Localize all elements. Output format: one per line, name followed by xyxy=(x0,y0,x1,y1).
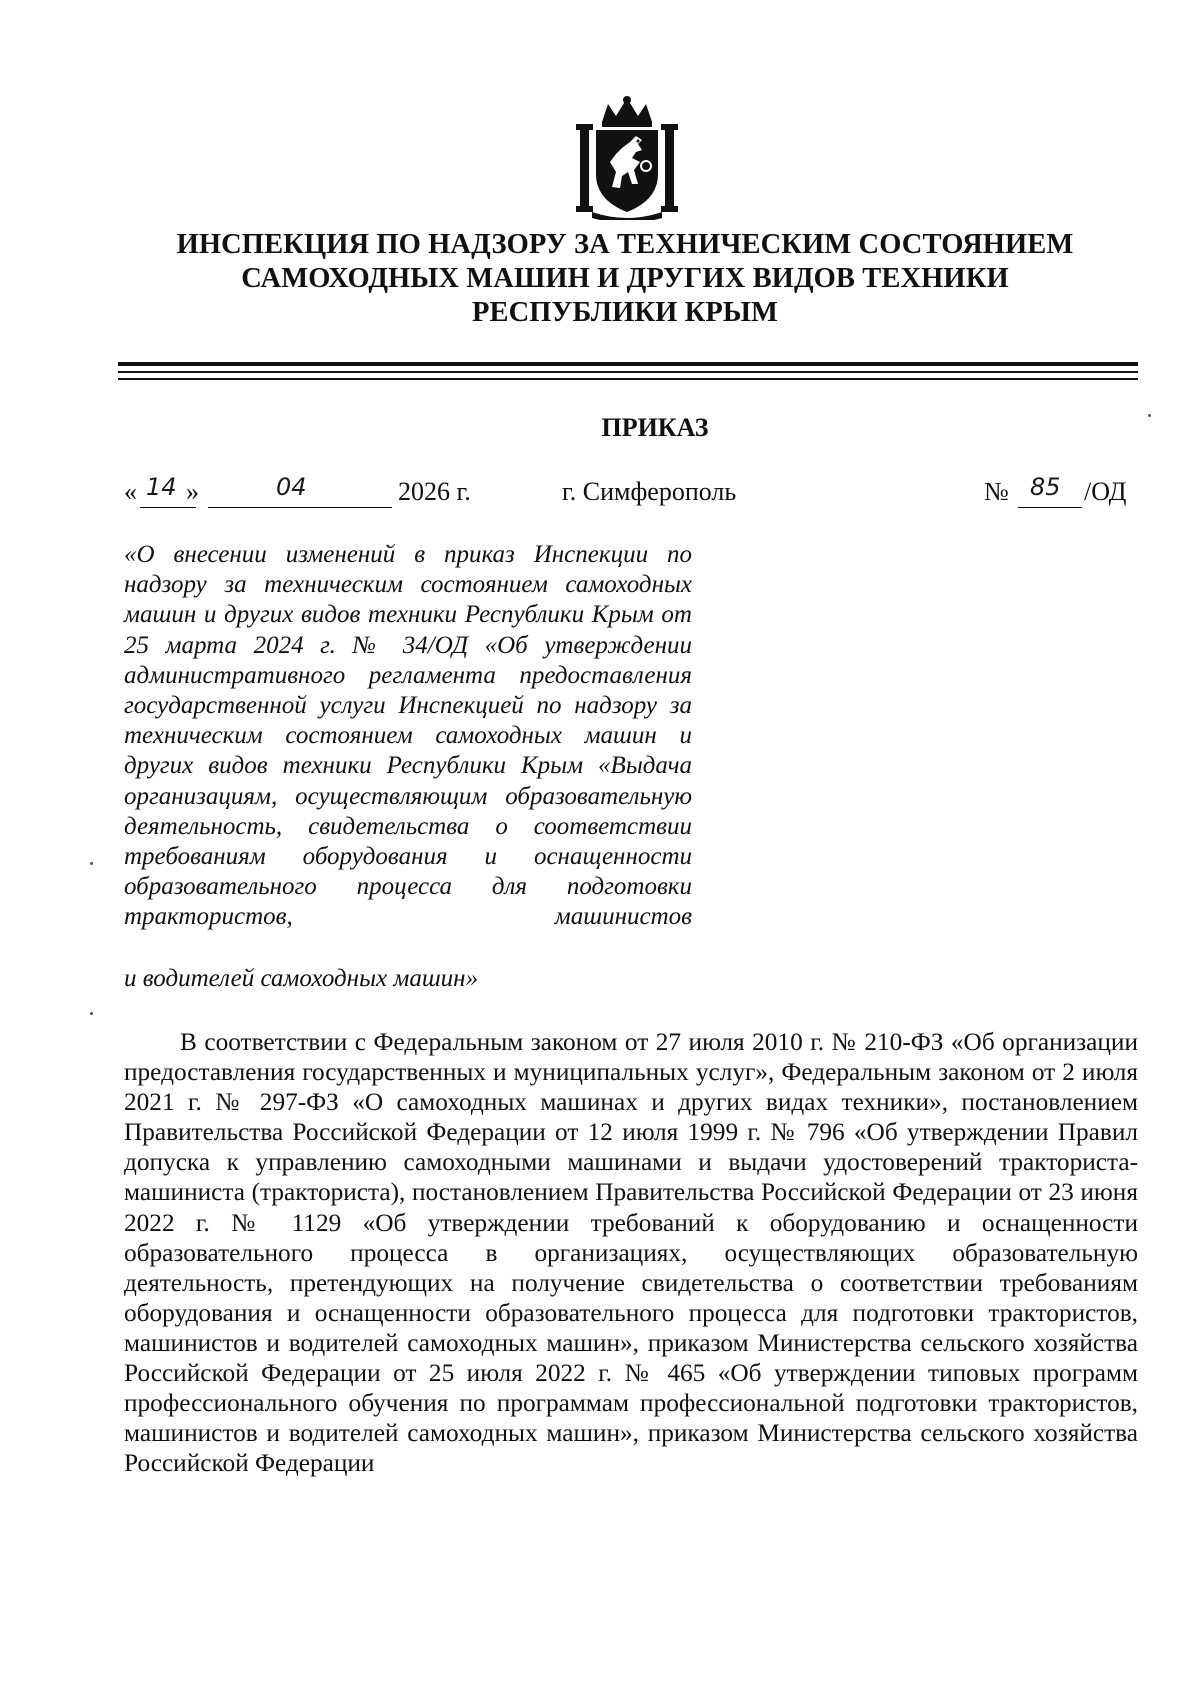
date-year: 2026 г. xyxy=(398,477,471,506)
document-number-prefix: № xyxy=(984,477,1009,506)
organization-name xyxy=(100,228,1150,330)
date-month-handwritten: 04 xyxy=(276,473,307,501)
date-open-quote: « xyxy=(124,477,137,506)
date-line xyxy=(0,475,1200,515)
order-body-paragraph: В соответствии с Федеральным законом от 27 июля 2010 г. № 210-ФЗ «Об организации предоставления государственных и муниципальных услуг», Федеральным законом от 2 июля 2021 г. № 297-ФЗ «О самоходных машинах и других видах техники», постановлением Правительства Российской Федерации от 12 июля 1999 г. № 796 «Об утверждении Правил допуска к управлению самоходными машинами и выдачи удостоверений тракториста-машиниста (тракториста), постановлением Правительства Российской Федерации от 23 июня 2022 г. № 1129 «Об утверждении требований к оборудованию и оснащенности образовательного процесса в организациях, осуществляющих образовательную деятельность, претендующих на получение свидетельства о соответствии требованиям оборудования и оснащенности образовательного процесса для подготовки трактористов, машинистов и водителей самоходных машин», приказом Министерства сельского хозяйства Российской Федерации от 25 июля 2022 г. № 465 «Об утверждении типовых программ профессионального обучения по программам профессиональной подготовки трактористов, машинистов и водителей самоходных машин», приказом Министерства сельского хозяйства Российской Федерации xyxy=(124,1028,1138,1478)
document-city: г. Симферополь xyxy=(562,477,737,506)
date-day-handwritten: 14 xyxy=(146,473,177,501)
coat-of-arms-crimea-icon xyxy=(572,92,682,220)
date-month-underline xyxy=(208,507,392,508)
document-number-handwritten: 85 xyxy=(1030,473,1061,501)
date-day-underline xyxy=(140,507,196,508)
scan-speck xyxy=(90,862,93,865)
org-name-line-3: РЕСПУБЛИКИ КРЫМ xyxy=(471,297,779,328)
header-divider-thin-lower xyxy=(118,378,1138,380)
date-close-quote: » xyxy=(186,477,199,506)
scan-speck xyxy=(1148,414,1151,417)
org-name-line-2: САМОХОДНЫХ МАШИН И ДРУГИХ ВИДОВ ТЕХНИКИ xyxy=(241,263,1009,294)
header-divider-thin xyxy=(118,371,1138,373)
document-number-underline xyxy=(1018,507,1082,508)
document-number-suffix: /ОД xyxy=(1084,477,1127,506)
scan-speck xyxy=(90,1012,93,1015)
document-type-title: ПРИКАЗ xyxy=(601,413,709,442)
org-name-line-1: ИНСПЕКЦИЯ ПО НАДЗОРУ ЗА ТЕХНИЧЕСКИМ СОСТОЯНИЕМ xyxy=(176,229,1074,260)
order-subject-last-line: и водителей самоходных машин» xyxy=(124,965,479,992)
header-divider-thick xyxy=(118,362,1138,366)
order-subject: «О внесении изменений в приказ Инспекции по надзору за техническим состоянием самоходных машин и других видов техники Республики Крым от 25 марта 2024 г. № 34/ОД «Об утверждении административного регламента предоставления государственной услуги Инспекцией по надзору за техническим состоянием самоходных машин и других видов техники Республики Крым «Выдача организациям, осуществляющим образовательную деятельность, свидетельства о соответствии требованиям оборудования и оснащенности образовательного процесса для подготовки трактористов, машинистов xyxy=(124,541,692,931)
